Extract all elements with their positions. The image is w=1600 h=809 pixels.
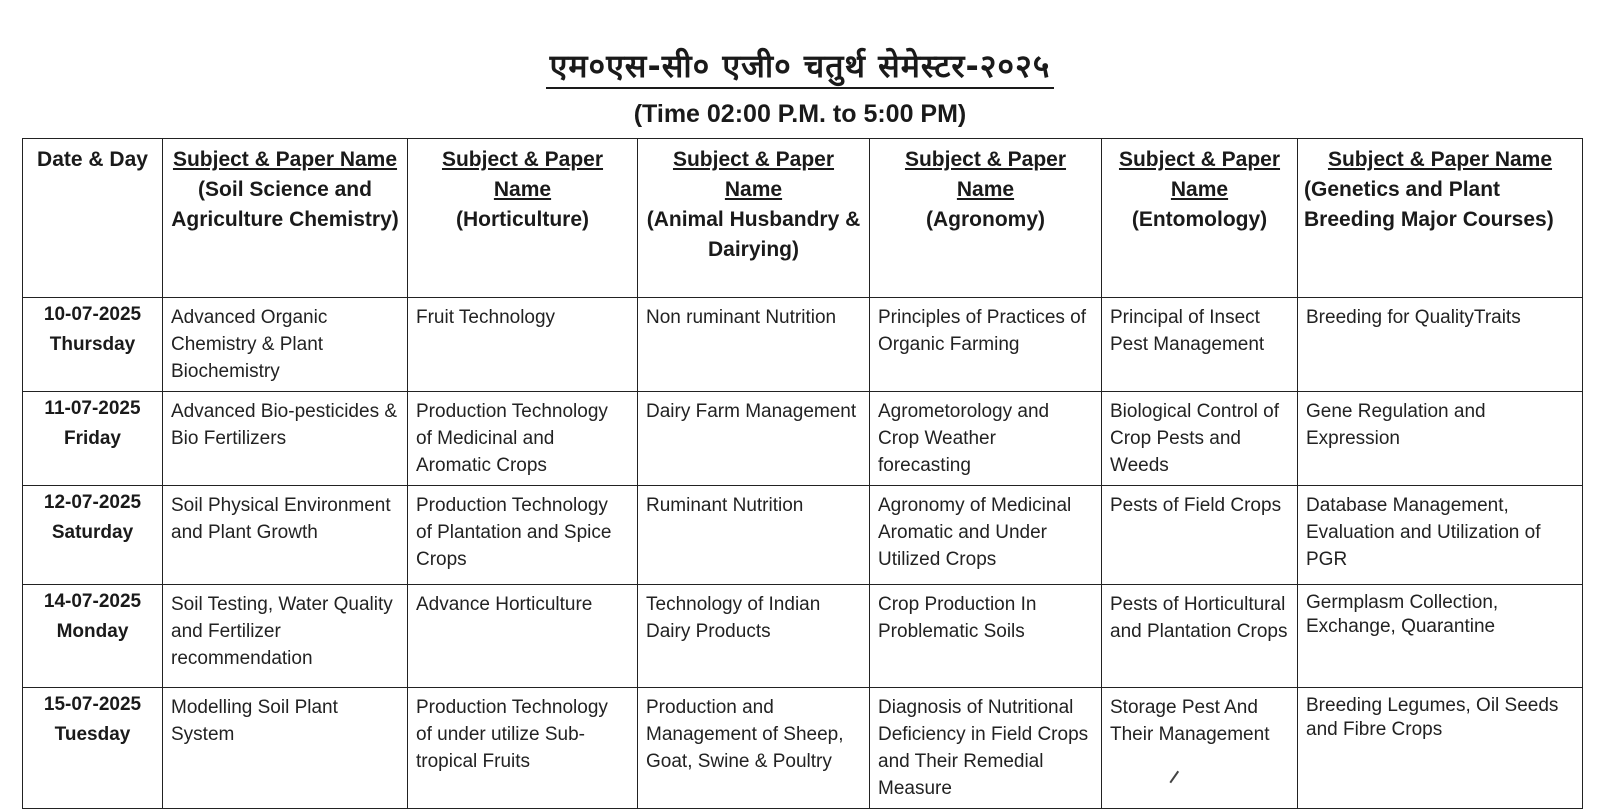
paper-cell: Principles of Practices of Organic Farming (870, 298, 1102, 392)
column-header-soil-science (163, 139, 408, 298)
column-header-entomology (1102, 139, 1298, 298)
column-header-stream: (Entomology) (1131, 208, 1268, 231)
exam-day: Tuesday (54, 724, 131, 745)
column-header-label: Subject & Paper Name (672, 148, 835, 201)
table-row (23, 688, 1583, 809)
table-row (23, 392, 1583, 486)
exam-time: (Time 02:00 P.M. to 5:00 PM) (633, 100, 967, 128)
paper-cell: Production Technology of Medicinal and Aromatic Crops (408, 392, 638, 486)
column-header-label: Subject & Paper Name (904, 148, 1067, 201)
paper-cell: Principal of Insect Pest Management (1102, 298, 1298, 392)
paper-cell: Database Management, Evaluation and Utilization of PGR (1298, 486, 1583, 585)
paper-cell: Modelling Soil Plant System (163, 688, 408, 809)
paper-cell: Non ruminant Nutrition (638, 298, 870, 392)
paper-cell: Diagnosis of Nutritional Deficiency in Field Crops and Their Remedial Measure (870, 688, 1102, 809)
table-row (23, 585, 1583, 688)
exam-day: Friday (63, 428, 122, 449)
paper-cell: Agronomy of Medicinal Aromatic and Under Utilized Crops (870, 486, 1102, 585)
exam-day: Saturday (51, 522, 134, 543)
date-cell (23, 392, 163, 486)
paper-cell: Production Technology of under utilize Sub-tropical Fruits (408, 688, 638, 809)
paper-cell: Ruminant Nutrition (638, 486, 870, 585)
column-header-label: Subject & Paper Name (1327, 148, 1553, 171)
paper-cell: Dairy Farm Management (638, 392, 870, 486)
column-header-stream: (Agronomy) (926, 208, 1045, 231)
exam-day: Monday (56, 621, 129, 642)
paper-cell: Fruit Technology (408, 298, 638, 392)
exam-date: 12-07-2025 (43, 492, 142, 513)
column-header-stream: (Horticulture) (456, 208, 589, 231)
date-cell (23, 688, 163, 809)
column-header-stream: (Genetics and Plant Breeding Major Courses) (1304, 178, 1554, 231)
date-day-header: Date & Day (23, 139, 163, 298)
column-header-agronomy (870, 139, 1102, 298)
exam-date: 11-07-2025 (44, 398, 141, 419)
paper-cell: Technology of Indian Dairy Products (638, 585, 870, 688)
paper-cell: Production and Management of Sheep, Goat, Swine & Poultry (638, 688, 870, 809)
paper-cell: Breeding Legumes, Oil Seeds and Fibre Crops (1298, 688, 1583, 809)
paper-cell: Storage Pest And Their Management (1102, 688, 1298, 809)
paper-cell: Crop Production In Problematic Soils (870, 585, 1102, 688)
column-header-label: Subject & Paper Name (172, 148, 398, 171)
column-header-label: Subject & Paper Name (441, 148, 604, 201)
column-header-horticulture (408, 139, 638, 298)
paper-cell: Gene Regulation and Expression (1298, 392, 1583, 486)
date-cell (23, 585, 163, 688)
paper-cell: Breeding for QualityTraits (1298, 298, 1583, 392)
paper-cell: Pests of Horticultural and Plantation Crops (1102, 585, 1298, 688)
paper-cell: Pests of Field Crops (1102, 486, 1298, 585)
table-row (23, 486, 1583, 585)
schedule-table (22, 138, 1583, 809)
table-row (23, 298, 1583, 392)
paper-cell: Soil Physical Environment and Plant Growth (163, 486, 408, 585)
exam-date: 10-07-2025 (43, 304, 142, 325)
exam-date: 14-07-2025 (43, 591, 142, 612)
paper-cell: Advanced Bio-pesticides & Bio Fertilizers (163, 392, 408, 486)
exam-date: 15-07-2025 (43, 694, 142, 715)
date-cell (23, 486, 163, 585)
column-header-stream: (Soil Science and Agriculture Chemistry) (171, 178, 399, 231)
paper-cell: Advanced Organic Chemistry & Plant Biochemistry (163, 298, 408, 392)
date-cell (23, 298, 163, 392)
column-header-label: Subject & Paper Name (1118, 148, 1281, 201)
paper-cell: Advance Horticulture (408, 585, 638, 688)
column-header-animal-husbandry (638, 139, 870, 298)
paper-cell: Soil Testing, Water Quality and Fertilizer recommendation (163, 585, 408, 688)
table-header-row (23, 139, 1583, 298)
exam-day: Thursday (49, 334, 136, 355)
paper-cell: Agrometorology and Crop Weather forecasting (870, 392, 1102, 486)
column-header-stream: (Animal Husbandry & Dairying) (646, 208, 861, 261)
paper-cell: Production Technology of Plantation and Spice Crops (408, 486, 638, 585)
page-title: एम०एस-सी० एजी० चतुर्थ सेमेस्टर-२०२५ (0, 44, 1600, 87)
paper-cell: Germplasm Collection, Exchange, Quarantine (1298, 585, 1583, 688)
paper-cell: Biological Control of Crop Pests and Weeds (1102, 392, 1298, 486)
column-header-genetics (1298, 139, 1583, 298)
